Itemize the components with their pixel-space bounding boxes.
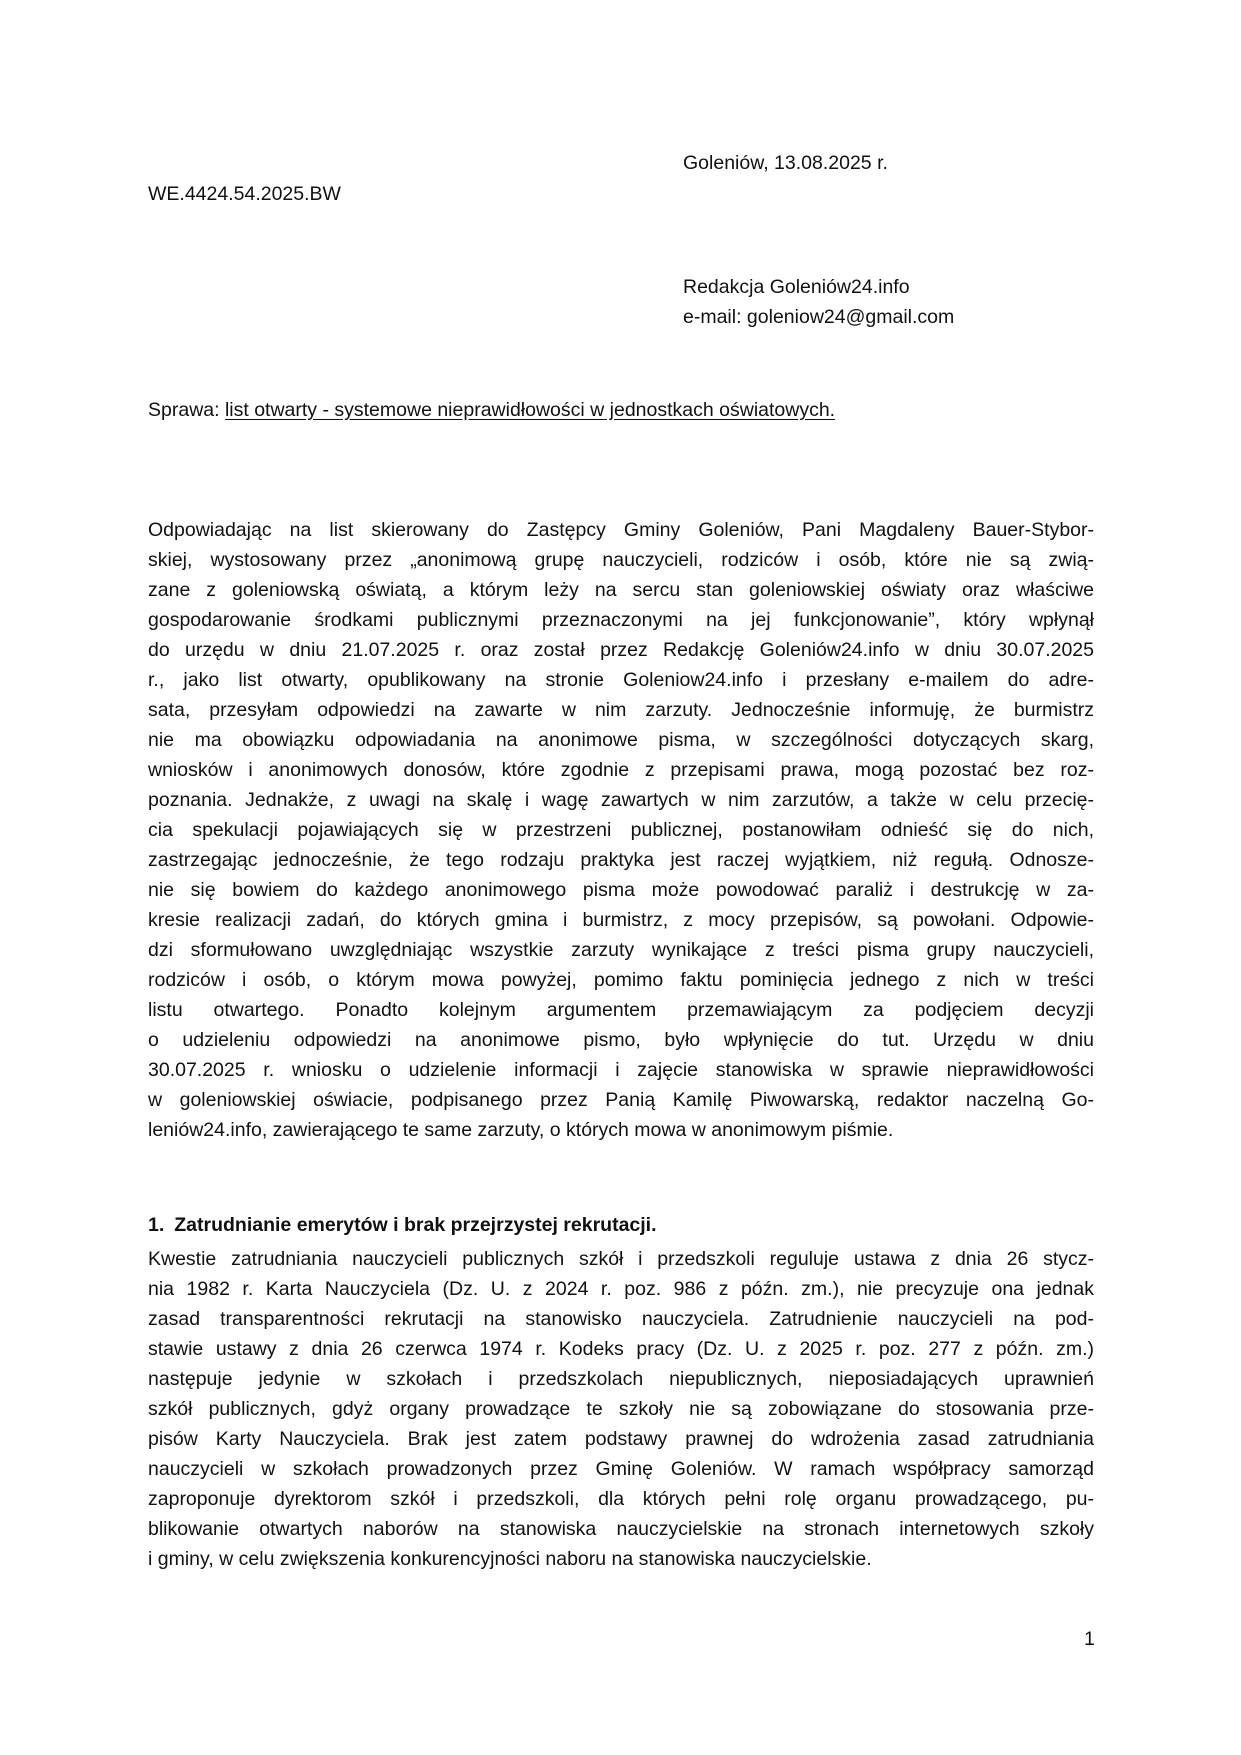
text-line: leniów24.info, zawierającego te same zarzuty, o których mowa w anonimowym piśmie.: [148, 1119, 894, 1141]
recipient-email: e-mail: goleniow24@gmail.com: [683, 306, 955, 328]
text-line: skiej, wystosowany przez „anonimową grupę nauczycieli, rodziców i osób, które nie są zwią-: [148, 549, 1094, 571]
subject-label: Sprawa:: [148, 399, 225, 421]
text-line: nie ma obowiązku odpowiadania na anonimowe pisma, w szczególności dotyczących skarg,: [148, 729, 1094, 751]
text-line: gospodarowanie środkami publicznymi przeznaczonymi na jej funkcjonowanie”, który wpłynął: [148, 609, 1094, 631]
text-line: i gminy, w celu zwiększenia konkurencyjności naboru na stanowiska nauczycielskie.: [148, 1548, 872, 1570]
section-number: 1.: [148, 1214, 165, 1236]
reference-number: WE.4424.54.2025.BW: [148, 183, 341, 205]
text-line: cia spekulacji pojawiających się w przestrzeni publicznej, postanowiłam odnieść się do nich,: [148, 819, 1094, 841]
text-line: poznania. Jednakże, z uwagi na skalę i wagę zawartych w nim zarzutów, a także w celu przecię-: [148, 789, 1094, 811]
text-line: blikowanie otwartych naborów na stanowiska nauczycielskie na stronach internetowych szkoły: [148, 1518, 1094, 1540]
text-line: szkół publicznych, gdyż organy prowadzące te szkoły nie są zobowiązane do stosowania prze-: [148, 1398, 1094, 1420]
section-title: Zatrudnianie emerytów i brak przejrzystej rekrutacji.: [174, 1214, 657, 1236]
text-line: dzi sformułowano uwzględniając wszystkie zarzuty wynikające z treści pisma grupy nauczycieli,: [148, 939, 1094, 961]
text-line: zane z goleniowską oświatą, a którym leży na sercu stan goleniowskiej oświaty oraz właściwe: [148, 579, 1094, 601]
text-line: listu otwartego. Ponadto kolejnym argumentem przemawiającym za podjęciem decyzji: [148, 999, 1094, 1021]
text-line: stawie ustawy z dnia 26 czerwca 1974 r. Kodeks pracy (Dz. U. z 2025 r. poz. 277 z późn. zm.): [148, 1338, 1094, 1360]
section-paragraph: [148, 1244, 1094, 1574]
recipient-block: [683, 272, 954, 332]
text-line: kresie realizacji zadań, do których gmina i burmistrz, z mocy przepisów, są powołani. Odpowie-: [148, 909, 1094, 931]
text-line: Odpowiadając na list skierowany do Zastępcy Gminy Goleniów, Pani Magdaleny Bauer-Stybor-: [148, 519, 1094, 541]
text-line: nauczycieli w szkołach prowadzonych przez Gminę Goleniów. W ramach współpracy samorząd: [148, 1458, 1094, 1480]
subject-text: list otwarty - systemowe nieprawidłowości w jednostkach oświatowych.: [224, 399, 836, 421]
text-line: nia 1982 r. Karta Nauczyciela (Dz. U. z 2024 r. poz. 986 z późn. zm.), nie precyzuje ona jednak: [148, 1278, 1094, 1300]
subject-line: [148, 396, 835, 425]
text-line: r., jako list otwarty, opublikowany na stronie Goleniow24.info i przesłany e-mailem do adre-: [148, 669, 1094, 691]
text-line: w goleniowskiej oświacie, podpisanego przez Panią Kamilę Piwowarską, redaktor naczelną Go-: [148, 1089, 1094, 1111]
text-line: o udzieleniu odpowiedzi na anonimowe pismo, było wpłynięcie do tut. Urzędu w dniu: [148, 1029, 1094, 1051]
place-date: Goleniów, 13.08.2025 r.: [683, 152, 888, 174]
text-line: 30.07.2025 r. wniosku o udzielenie informacji i zajęcie stanowiska w sprawie nieprawidłowości: [148, 1059, 1094, 1081]
text-line: pisów Karty Nauczyciela. Brak jest zatem podstawy prawnej do wdrożenia zasad zatrudniania: [148, 1428, 1094, 1450]
intro-paragraph: [148, 515, 1094, 1145]
text-line: nie się bowiem do każdego anonimowego pisma może powodować paraliż i destrukcję w za-: [148, 879, 1094, 901]
text-line: rodziców i osób, o którym mowa powyżej, pomimo faktu pominięcia jednego z nich w treści: [148, 969, 1094, 991]
text-line: zastrzegając jednocześnie, że tego rodzaju praktyka jest raczej wyjątkiem, niż regułą. Odnosze-: [148, 849, 1094, 871]
section-heading: [148, 1210, 657, 1240]
text-line: wniosków i anonimowych donosów, które zgodnie z przepisami prawa, mogą pozostać bez roz-: [148, 759, 1094, 781]
text-line: sata, przesyłam odpowiedzi na zawarte w nim zarzuty. Jednocześnie informuję, że burmistrz: [148, 699, 1094, 721]
text-line: zaproponuje dyrektorom szkół i przedszkoli, dla których pełni rolę organu prowadzącego, pu-: [148, 1488, 1094, 1510]
recipient-name: Redakcja Goleniów24.info: [683, 276, 910, 298]
text-line: do urzędu w dniu 21.07.2025 r. oraz został przez Redakcję Goleniów24.info w dniu 30.07.2025: [148, 639, 1094, 661]
page-number: 1: [1084, 1628, 1095, 1650]
text-line: Kwestie zatrudniania nauczycieli publicznych szkół i przedszkoli reguluje ustawa z dnia 26 stycz-: [148, 1248, 1094, 1270]
text-line: zasad transparentności rekrutacji na stanowisko nauczyciela. Zatrudnienie nauczycieli na pod-: [148, 1308, 1094, 1330]
text-line: następuje jedynie w szkołach i przedszkolach niepublicznych, nieposiadających uprawnień: [148, 1368, 1094, 1390]
